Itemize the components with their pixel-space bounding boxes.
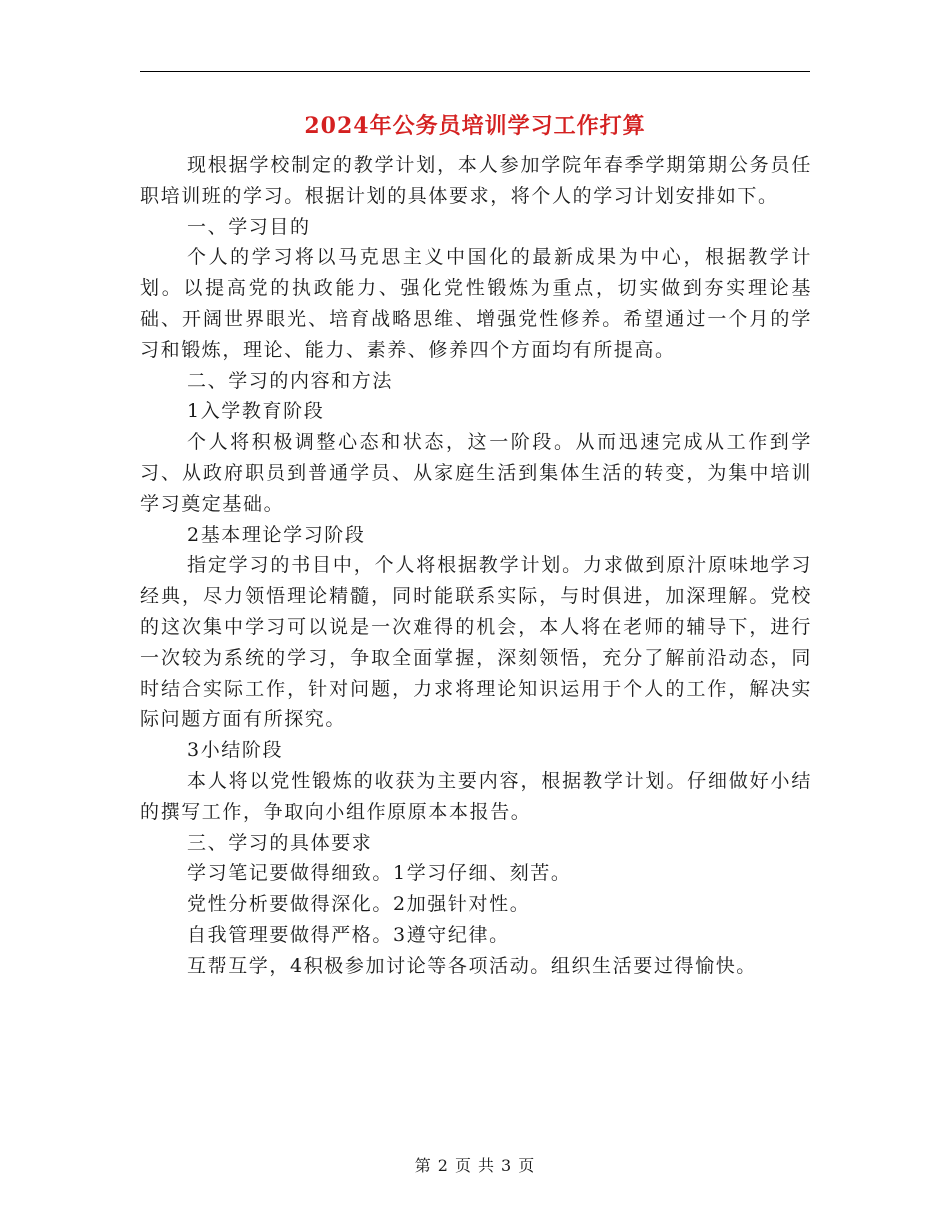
footer-total-prefix: 共 bbox=[478, 1156, 496, 1175]
footer-page-prefix: 第 bbox=[414, 1156, 432, 1175]
requirement-item-4: 互帮互学，4积极参加讨论等各项活动。组织生活要过得愉快。 bbox=[187, 954, 757, 977]
document-body bbox=[140, 150, 812, 982]
footer-total-suffix: 页 bbox=[518, 1156, 536, 1175]
paragraph-stage-1: 个人将积极调整心态和状态，这一阶段。从而迅速完成从工作到学习、从政府职员到普通学员、从家庭生活到集体生活的转变，为集中培训学习奠定基础。 bbox=[140, 431, 812, 515]
subheading-stage-1: 1入学教育阶段 bbox=[187, 400, 325, 423]
paragraph-purpose: 个人的学习将以马克思主义中国化的最新成果为中心，根据教学计划。以提高党的执政能力、强化党性锻炼为重点，切实做到夯实理论基础、开阔世界眼光、培育战略思维、增强党性修养。希望通过一个月的学习和锻炼，理论、能力、素养、修养四个方面均有所提高。 bbox=[140, 246, 812, 361]
requirement-item-1: 学习笔记要做得细致。1学习仔细、刻苦。 bbox=[187, 862, 572, 885]
heading-section-2: 二、学习的内容和方法 bbox=[187, 369, 394, 392]
subheading-stage-3: 3小结阶段 bbox=[187, 739, 284, 762]
paragraph-stage-2: 指定学习的书目中，个人将根据教学计划。力求做到原汁原味地学习经典，尽力领悟理论精髓，同时能联系实际，与时俱进，加深理解。党校的这次集中学习可以说是一次难得的机会，本人将在老师的辅导下，进行一次较为系统的学习，争取全面掌握，深刻领悟，充分了解前沿动态，同时结合实际工作，针对问题，力求将理论知识运用于个人的工作，解决实际问题方面有所探究。 bbox=[140, 554, 812, 731]
footer-total-pages: 3 bbox=[501, 1156, 513, 1175]
footer-page-mid: 页 bbox=[454, 1156, 472, 1175]
requirement-item-2: 党性分析要做得深化。2加强针对性。 bbox=[187, 893, 531, 916]
heading-section-1: 一、学习目的 bbox=[187, 215, 311, 238]
header-rule bbox=[140, 71, 810, 72]
subheading-stage-2: 2基本理论学习阶段 bbox=[187, 523, 366, 546]
footer-page-number: 2 bbox=[437, 1156, 449, 1175]
requirement-item-3: 自我管理要做得严格。3遵守纪律。 bbox=[187, 923, 510, 946]
paragraph-stage-3: 本人将以党性锻炼的收获为主要内容，根据教学计划。仔细做好小结的撰写工作，争取向小组作原原本本报告。 bbox=[140, 769, 812, 823]
document-title: 2024年公务员培训学习工作打算 bbox=[304, 113, 646, 139]
page-footer bbox=[0, 1155, 950, 1177]
heading-section-3: 三、学习的具体要求 bbox=[187, 831, 373, 854]
paragraph-intro: 现根据学校制定的教学计划，本人参加学院年春季学期第期公务员任职培训班的学习。根据计划的具体要求，将个人的学习计划安排如下。 bbox=[140, 154, 812, 207]
